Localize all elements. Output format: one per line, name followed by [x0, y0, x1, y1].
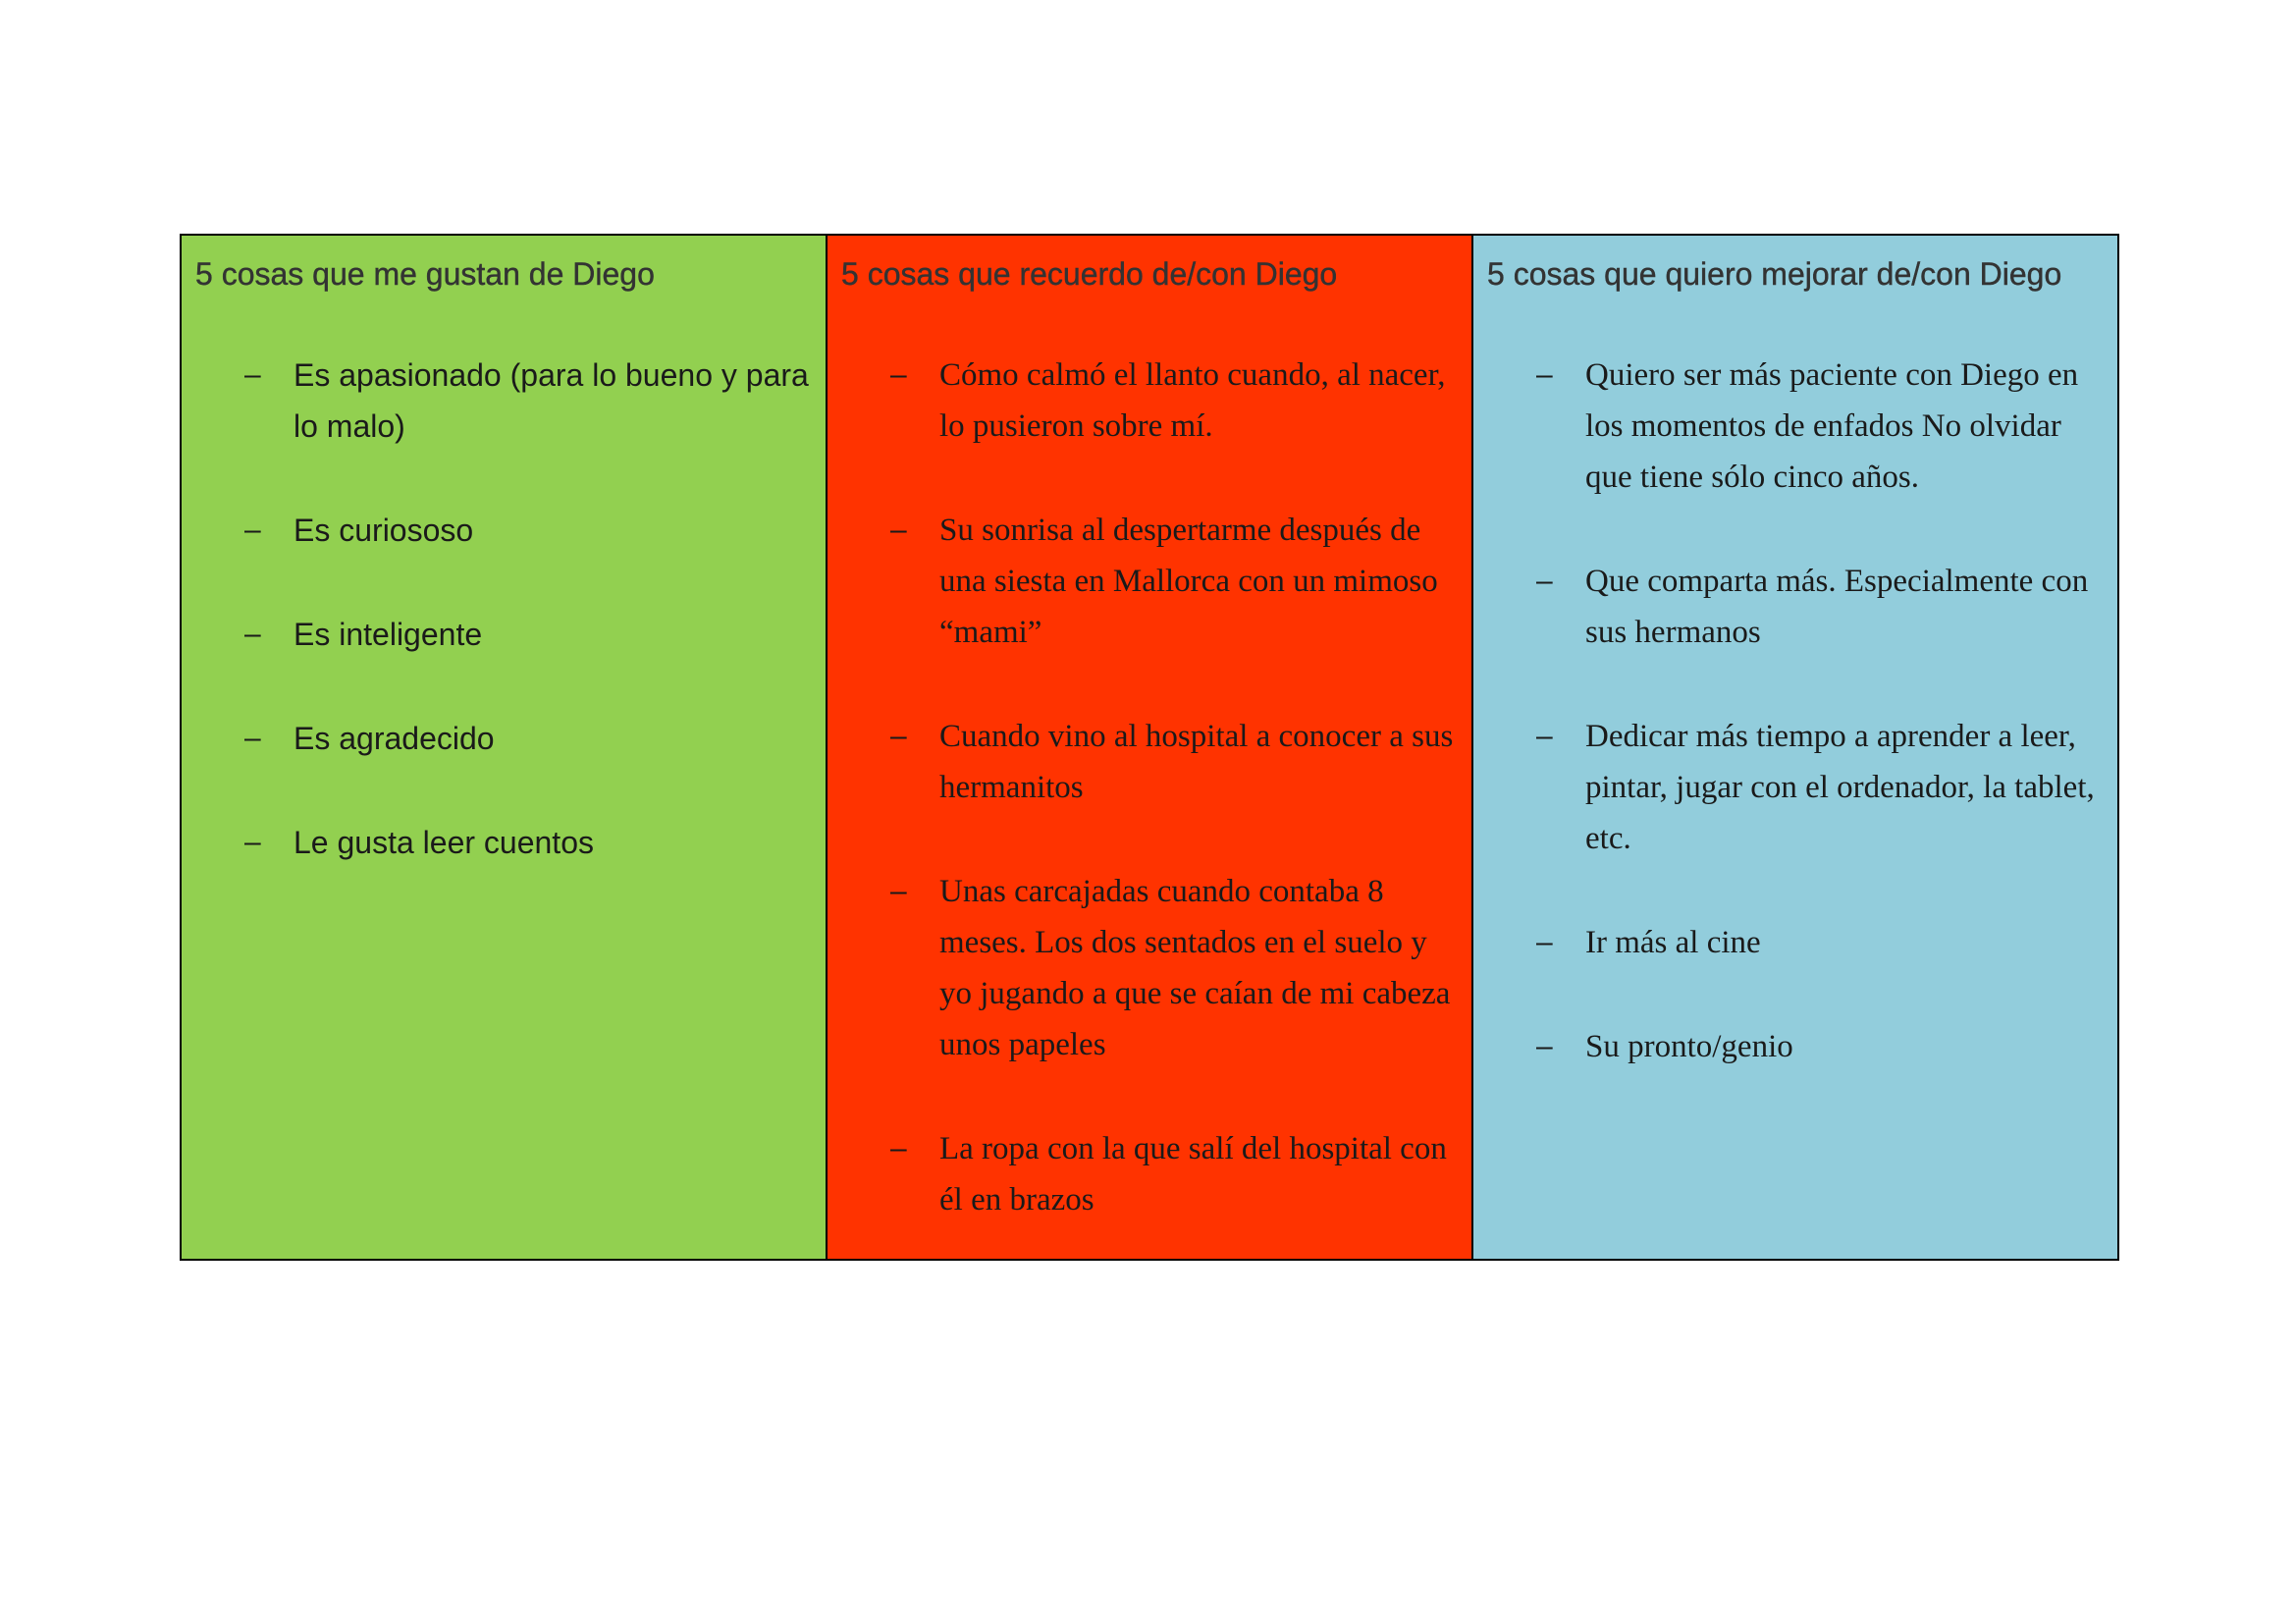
- dash-bullet-icon: –: [244, 826, 261, 858]
- list-item: – Cuando vino al hospital a conocer a sus hermanitos: [841, 711, 1458, 813]
- memories-list: [841, 350, 1458, 1225]
- column-improve: [1471, 236, 2117, 1259]
- dash-bullet-icon: –: [1536, 565, 1553, 597]
- list-item: – Su sonrisa al despertarme después de una siesta en Mallorca con un mimoso “mami”: [841, 505, 1458, 658]
- dash-bullet-icon: –: [1536, 720, 1553, 752]
- list-item: – Le gusta leer cuentos: [195, 817, 812, 868]
- dash-bullet-icon: –: [890, 875, 907, 907]
- list-item: – Quiero ser más paciente con Diego en los momentos de enfados No olvidar que tiene sólo cinco años.: [1487, 350, 2104, 503]
- column-title-likes: 5 cosas que me gustan de Diego: [195, 256, 655, 292]
- list-item: – Es inteligente: [195, 609, 812, 660]
- three-column-table: [180, 234, 2119, 1261]
- dash-bullet-icon: –: [244, 722, 261, 754]
- dash-bullet-icon: –: [244, 358, 261, 391]
- dash-bullet-icon: –: [890, 1132, 907, 1164]
- list-item: – Es agradecido: [195, 713, 812, 764]
- column-title-improve: 5 cosas que quiero mejorar de/con Diego: [1487, 256, 2062, 292]
- dash-bullet-icon: –: [890, 514, 907, 546]
- dash-bullet-icon: –: [1536, 1030, 1553, 1062]
- list-item: – Que comparta más. Especialmente con sus hermanos: [1487, 556, 2104, 658]
- likes-list: [195, 350, 812, 868]
- dash-bullet-icon: –: [244, 514, 261, 546]
- dash-bullet-icon: –: [1536, 358, 1553, 391]
- improve-list: [1487, 350, 2104, 1072]
- column-memories: [826, 236, 1471, 1259]
- dash-bullet-icon: –: [244, 618, 261, 650]
- list-item: – Cómo calmó el llanto cuando, al nacer, lo pusieron sobre mí.: [841, 350, 1458, 452]
- list-item: – La ropa con la que salí del hospital con él en brazos: [841, 1123, 1458, 1225]
- list-item: – Es curiososo: [195, 505, 812, 556]
- list-item: – Unas carcajadas cuando contaba 8 meses. Los dos sentados en el suelo y yo jugando a que se caían de mi cabeza unos papeles: [841, 866, 1458, 1070]
- column-likes: [182, 236, 826, 1259]
- list-item: – Ir más al cine: [1487, 917, 2104, 968]
- dash-bullet-icon: –: [1536, 926, 1553, 958]
- dash-bullet-icon: –: [890, 720, 907, 752]
- list-item: – Su pronto/genio: [1487, 1021, 2104, 1072]
- list-item: – Dedicar más tiempo a aprender a leer, pintar, jugar con el ordenador, la tablet, etc.: [1487, 711, 2104, 864]
- dash-bullet-icon: –: [890, 358, 907, 391]
- column-title-memories: 5 cosas que recuerdo de/con Diego: [841, 256, 1338, 292]
- list-item: – Es apasionado (para lo bueno y para lo malo): [195, 350, 812, 452]
